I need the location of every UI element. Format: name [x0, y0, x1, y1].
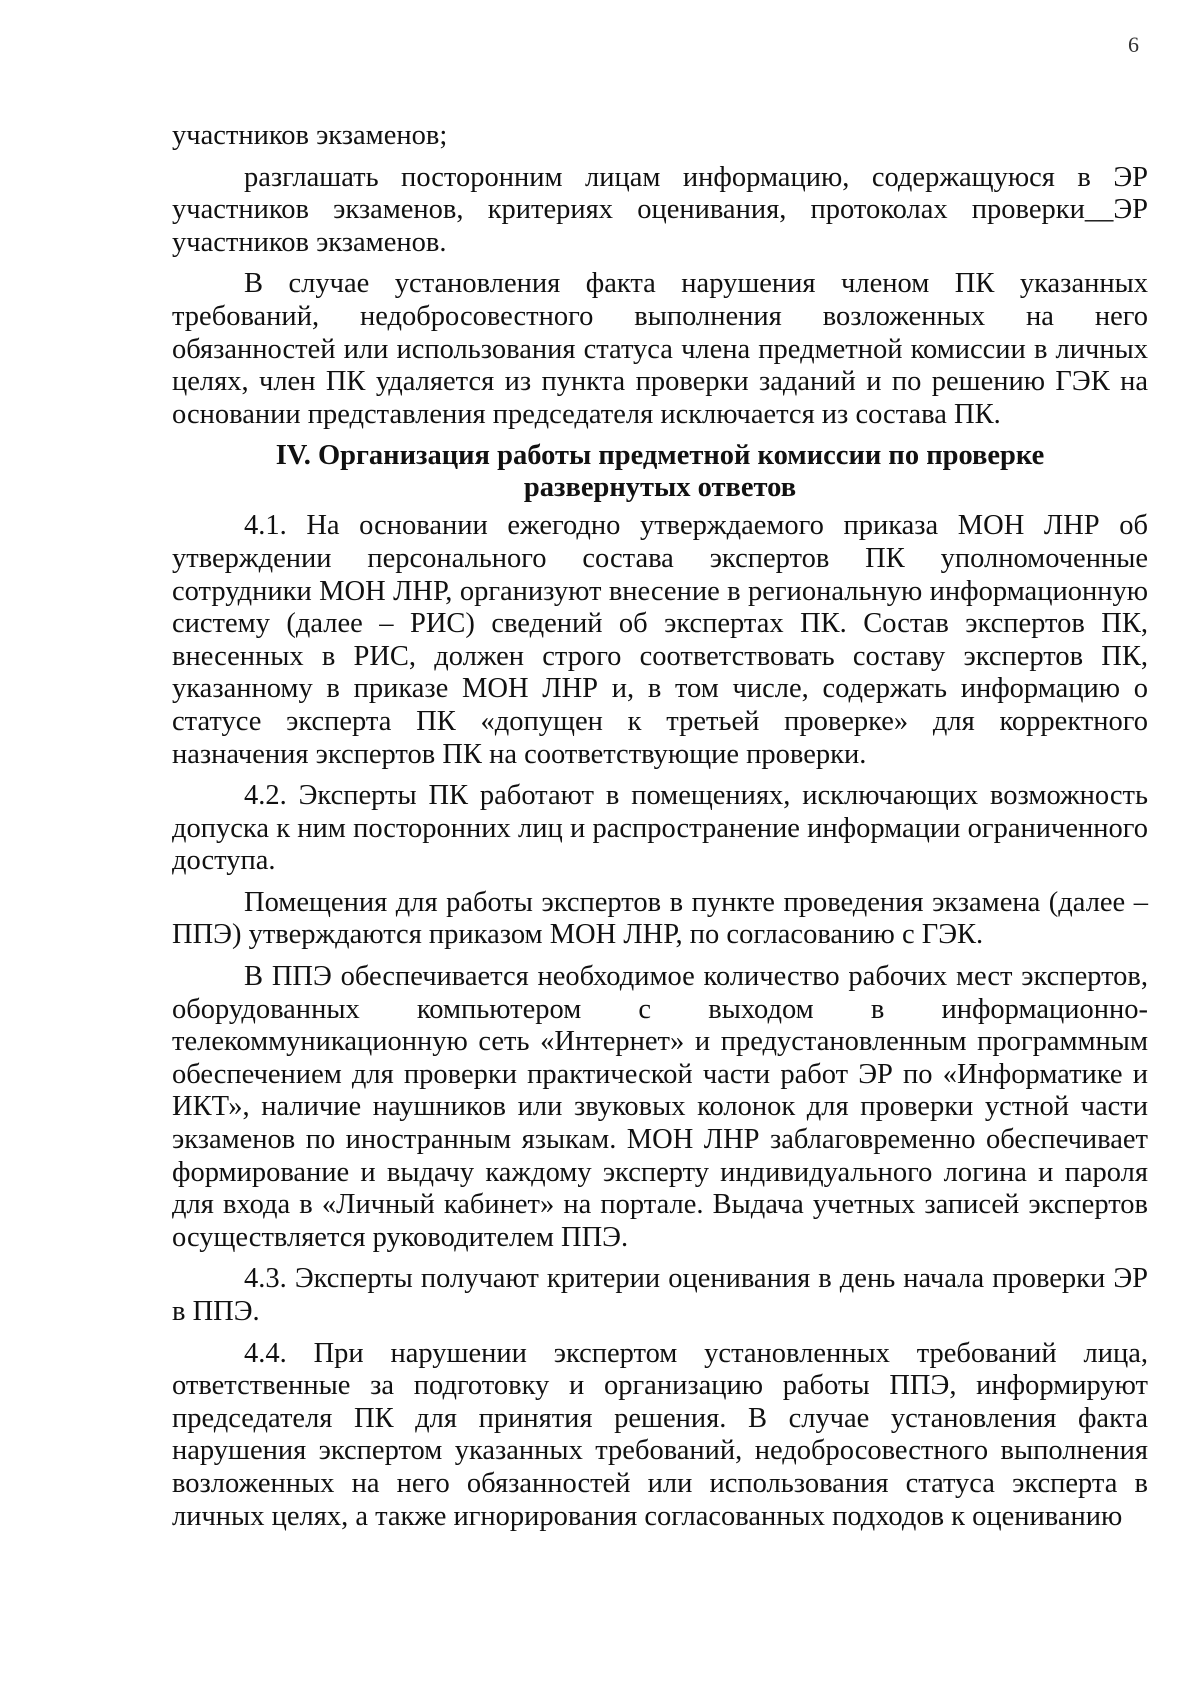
paragraph-disclosure-ban: разглашать посторонним лицам информацию, содержащуюся в ЭР участников экзаменов, критериях оценивания, протоколах проверки__ЭР участников экзаменов.	[172, 161, 1148, 258]
paragraph-violation-member: В случае установления факта нарушения членом ПК указанных требований, недобросовестного выполнения возложенных на него обязанностей или использования статуса члена предметной комиссии в личных целях, член ПК удаляется из пункта проверки заданий и по решению ГЭК на основании представления председателя исключается из состава ПК.	[172, 268, 1148, 430]
section-heading	[172, 440, 1148, 504]
document-body	[172, 120, 1148, 1542]
paragraph-4-4: 4.4. При нарушении экспертом установленных требований лица, ответственные за подготовку и организацию работы ППЭ, информируют председателя ПК для принятия решения. В случае установления факта нарушения экспертом указанных требований, недобросовестного выполнения возложенных на него обязанностей или использования статуса эксперта в личных целях, а также игнорирования согласованных подходов к оцениванию	[172, 1337, 1148, 1532]
section-heading-line1: IV. Организация работы предметной комиссии по проверке	[275, 440, 1045, 472]
paragraph-workplaces: В ППЭ обеспечивается необходимое количество рабочих мест экспертов, оборудованных компьютером с выходом в информационно-телекоммуникационную сеть «Интернет» и предустановленным программным обеспечением для проверки практической части работ ЭР по «Информатике и ИКТ», наличие наушников или звуковых колонок для проверки устной части экзаменов по иностранным языкам. МОН ЛНР заблаговременно обеспечивает формирование и выдачу каждому эксперту индивидуального логина и пароля для входа в «Личный кабинет» на портале. Выдача учетных записей экспертов осуществляется руководителем ППЭ.	[172, 961, 1148, 1253]
paragraph-continuation: участников экзаменов;	[172, 120, 448, 151]
paragraph-4-3: 4.3. Эксперты получают критерии оценивания в день начала проверки ЭР в ППЭ.	[172, 1263, 1148, 1327]
page-number: 6	[1128, 32, 1139, 57]
section-heading-line2: развернутых ответов	[523, 472, 797, 504]
paragraph-4-2: 4.2. Эксперты ПК работают в помещениях, исключающих возможность допуска к ним посторонних лиц и распространение информации ограниченного доступа.	[172, 780, 1148, 877]
paragraph-rooms: Помещения для работы экспертов в пункте проведения экзамена (далее – ППЭ) утверждаются приказом МОН ЛНР, по согласованию с ГЭК.	[172, 886, 1148, 951]
paragraph-4-1: 4.1. На основании ежегодно утверждаемого приказа МОН ЛНР об утверждении персонального состава экспертов ПК уполномоченные сотрудники МОН ЛНР, организуют внесение в региональную информационную систему (далее – РИС) сведений об экспертах ПК. Состав экспертов ПК, внесенных в РИС, должен строго соответствовать составу экспертов ПК, указанному в приказе МОН ЛНР и, в том числе, содержать информацию о статусе эксперта ПК «допущен к третьей проверке» для корректного назначения экспертов ПК на соответствующие проверки.	[172, 510, 1148, 770]
